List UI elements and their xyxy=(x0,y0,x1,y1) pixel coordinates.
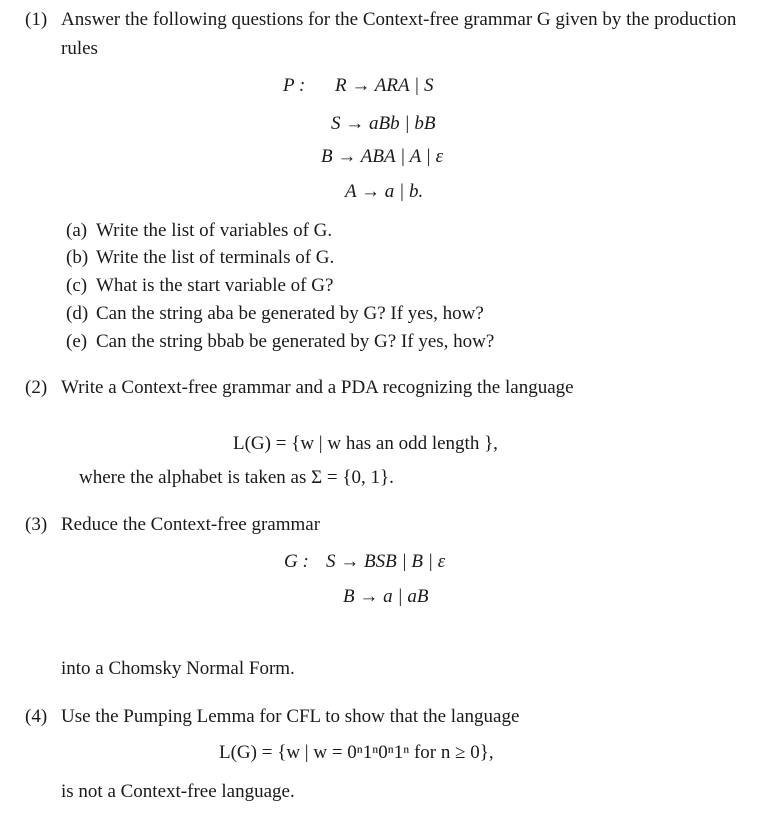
q3-outro: into a Chomsky Normal Form. xyxy=(61,658,295,679)
q2-intro: Write a Context-free grammar and a PDA recognizing the language xyxy=(61,377,574,398)
q1e-text: Can the string bbab be generated by G? If yes, how? xyxy=(96,331,495,352)
q1-intro-line1: Answer the following questions for the Context-free grammar G given by the production xyxy=(61,9,737,30)
q1c-text: What is the start variable of G? xyxy=(96,275,334,296)
q1a-text: Write the list of variables of G. xyxy=(96,220,333,241)
q1d-text: Can the string aba be generated by G? If yes, how? xyxy=(96,303,484,324)
q1-rule-r: R → ARA | S xyxy=(335,75,434,96)
q3-rule-s: S → BSB | B | ε xyxy=(326,551,446,572)
q3-intro: Reduce the Context-free grammar xyxy=(61,514,321,535)
q1d-label: (d) xyxy=(66,303,89,324)
q1-rules-label: P : xyxy=(283,75,306,96)
q1-intro-line2: rules xyxy=(61,38,98,59)
q2-language: L(G) = {w | w has an odd length }, xyxy=(233,433,498,454)
q1e-label: (e) xyxy=(66,331,88,352)
q1c-label: (c) xyxy=(66,275,88,296)
q3-grammar-label: G : xyxy=(284,551,309,572)
q1-rule-a: A → a | b. xyxy=(345,181,424,202)
q1a-label: (a) xyxy=(66,220,88,241)
q1b-text: Write the list of terminals of G. xyxy=(96,247,335,268)
q4-outro: is not a Context-free language. xyxy=(61,781,295,802)
q3-number: (3) xyxy=(25,514,48,535)
q1b-label: (b) xyxy=(66,247,89,268)
q1-rule-b: B → ABA | A | ε xyxy=(321,146,444,167)
q1-number: (1) xyxy=(25,9,48,30)
q4-language: L(G) = {w | w = 0ⁿ1ⁿ0ⁿ1ⁿ for n ≥ 0}, xyxy=(219,742,494,763)
q4-intro: Use the Pumping Lemma for CFL to show that the language xyxy=(61,706,520,727)
q4-number: (4) xyxy=(25,706,48,727)
q2-alphabet: where the alphabet is taken as Σ = {0, 1}. xyxy=(79,467,394,488)
q2-number: (2) xyxy=(25,377,48,398)
q3-rule-b: B → a | aB xyxy=(343,586,429,607)
q1-rule-s: S → aBb | bB xyxy=(331,113,436,134)
